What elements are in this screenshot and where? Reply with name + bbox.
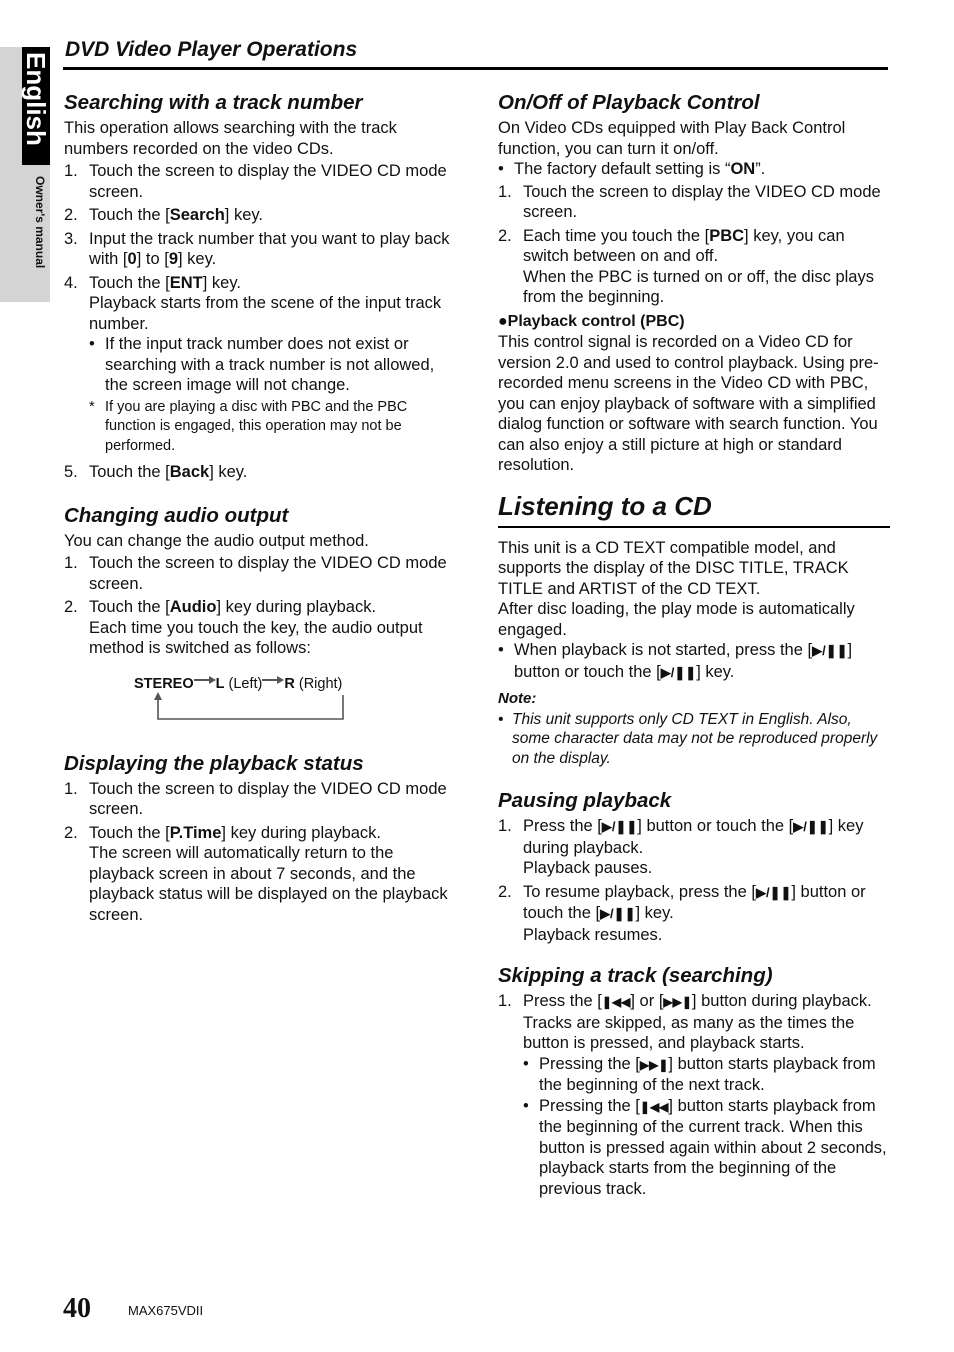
step-text: [89, 823, 454, 926]
text: ] key during playback.: [221, 823, 382, 842]
text: When playback is not started, press the [: [514, 641, 813, 659]
bullet-mark: •: [523, 1054, 529, 1073]
text: Press the [: [523, 992, 602, 1010]
emphasis: ON: [730, 160, 756, 178]
page-number: 40: [63, 1293, 91, 1324]
asterisk-mark: *: [89, 398, 95, 415]
right-text: (Right): [294, 675, 343, 692]
step-number: 1.: [64, 162, 78, 180]
text: ] or [: [630, 992, 664, 1010]
play-pause-icon: ▶/❚❚: [793, 819, 829, 834]
play-pause-icon: ▶/❚❚: [600, 906, 636, 921]
text: ] key.: [635, 904, 674, 922]
footnote: [89, 398, 454, 457]
text: ] key.: [696, 662, 735, 681]
bullet-text: [539, 1096, 890, 1200]
note-text: This unit supports only CD TEXT in English. Also, some character data may not be reproduced properly on the display.: [512, 710, 878, 767]
text: [89, 823, 454, 844]
header-rule: [63, 67, 888, 70]
text: Each time you touch the [: [523, 226, 710, 245]
arrow-right-icon: [194, 670, 216, 691]
step: [498, 226, 890, 308]
text: Touch the [: [89, 598, 170, 616]
chapter-rule: [498, 526, 890, 528]
text: ] key, you can switch between on and off.: [523, 226, 845, 265]
text: [89, 597, 454, 618]
step-number: 1.: [498, 817, 512, 835]
key-name: 9: [168, 250, 178, 268]
key-name: 0: [127, 250, 137, 268]
text: Touch the [: [89, 463, 170, 481]
left-label: L: [215, 675, 225, 692]
step-text: [89, 597, 454, 659]
paragraph: You can change the audio output method.: [64, 531, 369, 550]
text: Playback resumes.: [523, 925, 663, 944]
step: [498, 816, 890, 879]
step-number: 2.: [64, 598, 78, 616]
note-item: [498, 710, 890, 769]
paragraph: After disc loading, the play mode is automatically engaged.: [498, 600, 855, 639]
section-title: On/Off of Playback Control: [498, 91, 760, 114]
text: Touch the [: [89, 273, 170, 292]
step-list: [498, 816, 890, 945]
section-title: Displaying the playback status: [64, 751, 364, 775]
text: ] button starts playback from the beginning of the next track.: [539, 1054, 876, 1094]
step-text: [523, 816, 890, 879]
skip-back-icon: ❚◀◀: [601, 995, 631, 1009]
text: [523, 816, 890, 858]
step-number: 4.: [64, 273, 78, 292]
skip-forward-icon: ▶▶❚: [663, 995, 692, 1009]
play-pause-icon: ▶/❚❚: [812, 643, 848, 658]
note-label: Note:: [498, 690, 537, 707]
text: ] key during playback.: [216, 598, 377, 616]
step-text: [523, 882, 890, 946]
step: [64, 462, 454, 483]
step-number: 1.: [64, 554, 78, 572]
step: [64, 161, 454, 202]
skip-back-icon: ❚◀◀: [639, 1099, 669, 1114]
step: [64, 779, 454, 820]
step-text: [523, 226, 890, 308]
step-number: 2.: [498, 882, 512, 901]
text: ] key.: [202, 273, 241, 292]
bullet-item: [523, 1096, 890, 1200]
text: The screen will automatically return to the playback screen in about 7 seconds, and the playback status will be displayed on the playback screen.: [89, 844, 448, 924]
model-number: MAX675VDII: [128, 1303, 204, 1318]
text: Playback pauses.: [523, 859, 653, 877]
bullet-mark: •: [498, 160, 504, 178]
step-text: Touch the screen to display the VIDEO CD mode screen.: [523, 182, 881, 221]
text: ] key.: [224, 206, 263, 224]
step-number: 5.: [64, 463, 78, 481]
bullet-item: [523, 1054, 890, 1096]
text: ] key during playback.: [523, 817, 864, 857]
text: Press the [: [523, 817, 602, 835]
text: ] key.: [178, 250, 217, 268]
right-column: [498, 90, 890, 1213]
key-name: PBC: [709, 226, 745, 245]
step-number: 3.: [64, 229, 78, 248]
bullet-text: [539, 1054, 890, 1096]
step: [64, 273, 454, 457]
text: ”.: [755, 160, 766, 178]
bullet-mark: •: [523, 1096, 529, 1115]
audio-cycle-diagram: [64, 669, 454, 729]
text: ] key.: [209, 463, 248, 481]
key-name: Audio: [169, 598, 217, 616]
step-list: [498, 182, 890, 308]
sidebar-manual-label: Owner's manual: [33, 176, 47, 269]
step-number: 2.: [498, 226, 512, 245]
bullet-item: [498, 640, 890, 683]
step-list: [64, 779, 454, 926]
text: Pressing the [: [539, 1096, 640, 1115]
text: [523, 991, 890, 1013]
step-text: Touch the screen to display the VIDEO CD mode screen.: [89, 779, 447, 818]
text: The factory default setting is “: [514, 160, 731, 178]
text: Tracks are skipped, as many as the times the button is pressed, and playback starts.: [523, 1013, 855, 1052]
arrow-right-icon: [262, 670, 284, 691]
step-text: [89, 205, 454, 226]
bullet-text: [514, 640, 890, 683]
step: [64, 553, 454, 594]
key-name: ENT: [169, 273, 203, 292]
step: [498, 882, 890, 946]
page-header-title: DVD Video Player Operations: [65, 38, 358, 61]
step-text: [89, 273, 454, 457]
text: [89, 273, 454, 294]
text: ] button during playback.: [691, 992, 872, 1010]
return-arrow-icon: [150, 691, 350, 725]
paragraph: This control signal is recorded on a Video CD for version 2.0 and used to control playback. Using pre-recorded menu screens in the Video CD with PBC, you can enjoy playback of software with a simplified dialog function or software with search function. You can also enjoy a still picture at high or standard resolution.: [498, 333, 879, 474]
step-list: [64, 553, 454, 659]
text: When the PBC is turned on or off, the disc plays from the beginning.: [523, 267, 874, 306]
paragraph: This unit is a CD TEXT compatible model, and supports the display of the DISC TITLE, TRACK TITLE and ARTIST of the CD TEXT.: [498, 538, 849, 598]
section-skip: [498, 963, 890, 1199]
skip-forward-icon: ▶▶❚: [639, 1057, 669, 1072]
step: [64, 205, 454, 226]
step-number: 1.: [64, 779, 78, 798]
bullet-text: If the input track number does not exist or searching with a track number is not allowed, the screen image will not change.: [105, 335, 435, 394]
paragraph: This operation allows searching with the track numbers recorded on the video CDs.: [64, 119, 397, 158]
play-pause-icon: ▶/❚❚: [601, 819, 638, 834]
section-title: Skipping a track (searching): [498, 964, 773, 987]
key-name: P.Time: [169, 823, 222, 842]
section-title: Searching with a track number: [64, 91, 363, 114]
text: To resume playback, press the [: [523, 882, 756, 901]
bullet-mark: •: [498, 710, 504, 728]
chapter-title: Listening to a CD: [498, 490, 712, 521]
step-number: 1.: [498, 992, 512, 1010]
right-label: R: [284, 675, 295, 692]
left-text: (Left): [224, 675, 263, 692]
step-number: 2.: [64, 823, 78, 842]
text: Touch the [: [89, 206, 170, 224]
stereo-label: STEREO: [134, 675, 194, 692]
section-title: Pausing playback: [498, 789, 672, 812]
section-status: [64, 751, 454, 926]
text: ] button or touch the [: [514, 641, 853, 681]
play-pause-icon: ▶/❚❚: [755, 884, 792, 900]
footnote-text: If you are playing a disc with PBC and the PBC function is engaged, this operation may not be performed.: [105, 398, 408, 454]
step-list: [64, 161, 454, 483]
section-pbc: [498, 90, 890, 476]
step: [498, 991, 890, 1199]
paragraph: On Video CDs equipped with Play Back Control function, you can turn it on/off.: [498, 119, 846, 158]
section-cd: [498, 490, 890, 769]
text: ] button or touch the [: [637, 817, 794, 835]
bullet-text: [514, 159, 765, 180]
step-text: Touch the screen to display the VIDEO CD mode screen.: [89, 162, 447, 201]
bullet-mark: •: [498, 641, 504, 659]
text: ] to [: [136, 250, 169, 268]
section-pause: [498, 788, 890, 945]
text: ] button starts playback from the beginning of the current track. When this button is pressed again within about 2 seconds, playback starts from the beginning of the previous track.: [539, 1096, 887, 1198]
key-name: Back: [169, 463, 210, 481]
text: ] button or touch the [: [523, 882, 866, 922]
section-search: [64, 90, 454, 483]
step-list: [498, 991, 890, 1199]
text: [523, 882, 890, 925]
step-number: 2.: [64, 206, 78, 224]
step: [64, 229, 454, 270]
pbc-subheading: ●Playback control (PBC): [498, 312, 685, 330]
bullet-item: [498, 159, 890, 180]
key-name: Search: [169, 206, 225, 224]
step: [64, 823, 454, 926]
text: Input the track number that you want to play back with [: [89, 229, 450, 268]
step: [498, 182, 890, 223]
text: Each time you touch the key, the audio output method is switched as follows:: [89, 618, 423, 657]
left-column: [64, 90, 454, 939]
step: [64, 597, 454, 659]
text: [523, 226, 890, 267]
bullet-mark: •: [89, 335, 95, 353]
step-text: [89, 462, 454, 483]
step-text: Touch the screen to display the VIDEO CD mode screen.: [89, 554, 447, 593]
play-pause-icon: ▶/❚❚: [660, 664, 697, 680]
section-title: Changing audio output: [64, 503, 289, 527]
text: Pressing the [: [539, 1054, 640, 1073]
sidebar-language-label: English: [21, 52, 51, 146]
step-text: [89, 229, 454, 270]
step-number: 1.: [498, 182, 512, 201]
bullet-item: [89, 334, 454, 396]
step-text: [523, 991, 890, 1199]
text: Touch the [: [89, 823, 170, 842]
text: Playback starts from the scene of the input track number.: [89, 294, 442, 333]
section-audio: [64, 503, 454, 729]
